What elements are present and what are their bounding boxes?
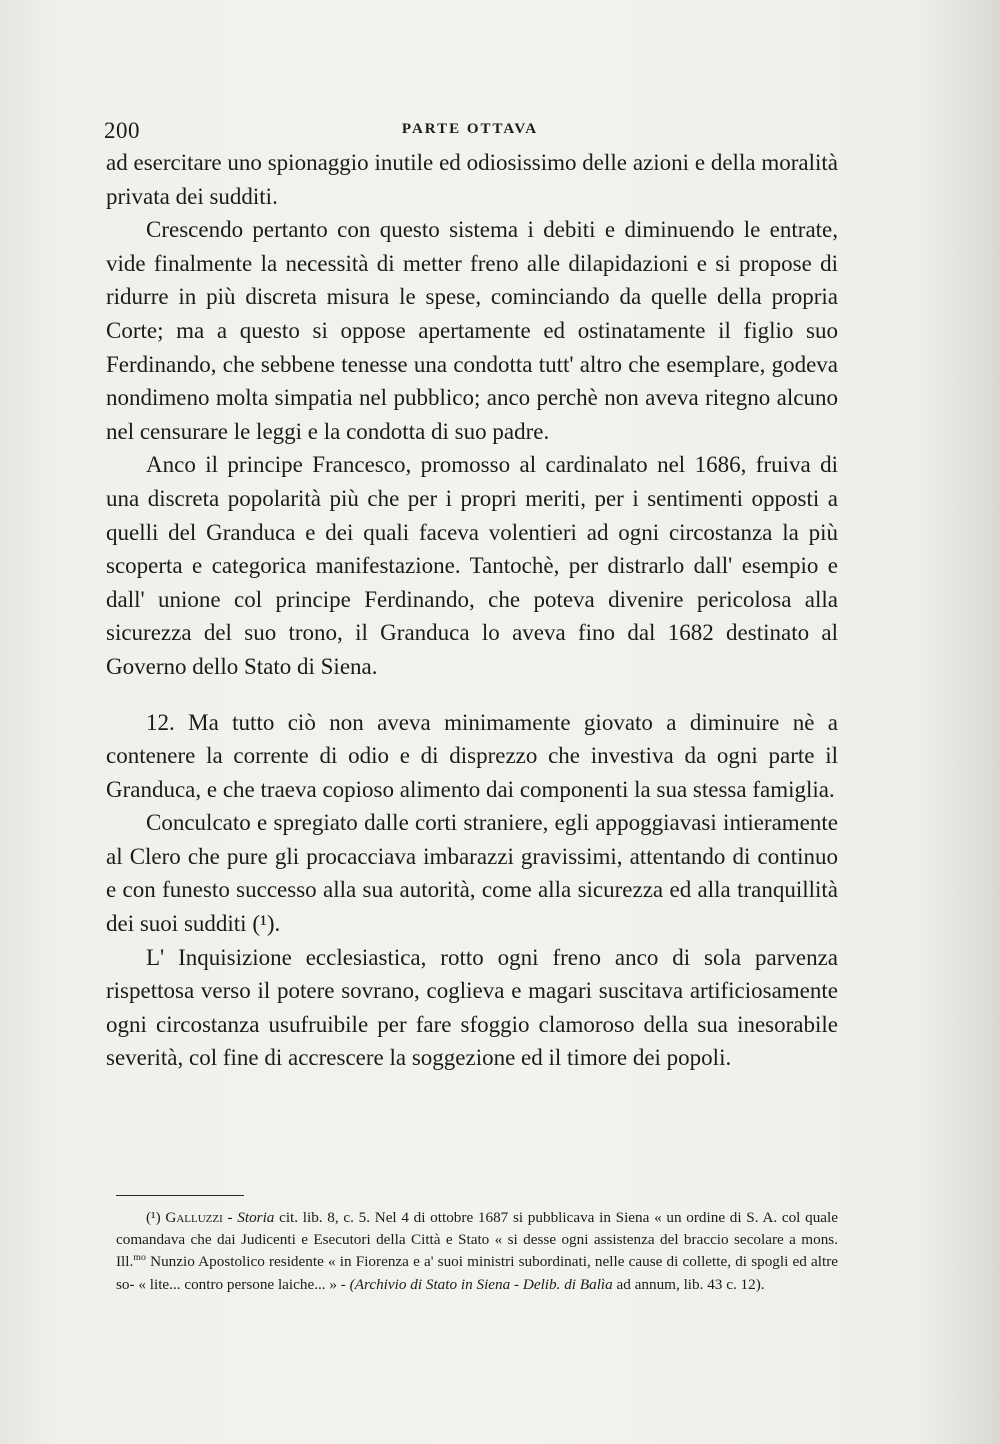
paragraph-2: Crescendo pertanto con questo sistema i debiti e diminuendo le entrate, vide finalmente la necessità di metter freno alle dilapidazioni e si propose di ridurre in più discreta misura le spese, cominciando da quelle della propria Corte; ma a questo si oppose apertamente ed ostinatamente il figlio suo Ferdinando, che sebbene tenesse una condotta tutt' altro che esemplare, godeva nondimeno molta simpatia nel pubblico; anco perchè non aveva ritegno alcuno nel censurare le leggi e la condotta di suo padre.: [106, 217, 838, 444]
footnote-superscript: mo: [133, 1252, 146, 1264]
paragraph-3: Anco il principe Francesco, promosso al cardinalato nel 1686, fruiva di una discreta popolarità più che per i propri meriti, per i sentimenti opposti a quelli del Granduca e dei quali faceva volentieri ad ogni circostanza la più scoperta e categorica manifestazione. Tantochè, per distrarlo dall' esempio e dall' unione col principe Ferdinando, che poteva divenire pericolosa alla sicurezza del suo trono, il Granduca lo aveva fino dal 1682 destinato al Governo dello Stato di Siena.: [106, 452, 838, 679]
footnote-separator: [116, 1195, 244, 1196]
footnote-text-2: Nunzio Apostolico residente « in Fiorenza e a' suoi ministri subordinati, nelle cause di collette, di spogli ed altre so- « lite... contro persone laiche... » -: [116, 1253, 838, 1293]
footnote-marker: (¹): [146, 1209, 161, 1226]
footnote-work: Storia: [237, 1209, 275, 1226]
footnote-reference: (¹).: [252, 911, 281, 937]
footnote-dash: -: [222, 1209, 238, 1226]
running-head: [104, 118, 836, 148]
body-text: [106, 146, 838, 1075]
footnote: [116, 1207, 838, 1296]
paragraph-5-text: Conculcato e spregiato dalle corti straniere, egli appoggiavasi intieramente al Clero che pure gli procacciava imbarazzi gravissimi, attentando di continuo e con funesto successo alla sua autorità, come alla sicurezza ed alla tranquillità dei suoi sudditi: [106, 810, 838, 937]
footnote-source: (Archivio di Stato in Siena - Delib. di Balìa: [349, 1275, 613, 1293]
footnote-text-1: cit. lib. 8, c. 5. Nel 4 di ottobre 1687 si pubblicava in Siena « un ordine di S. A. col quale comandava che dai Judicenti e Esecutori della Città e Stato « si desse ogni assistenza del braccio secolare a mons. Ill.: [116, 1209, 838, 1271]
section-title: PARTE OTTAVA: [401, 121, 539, 137]
footnote-text-3: ad annum, lib. 43 c. 12).: [612, 1275, 765, 1293]
footnote-author: Galluzzi: [165, 1209, 223, 1226]
page-number: 200: [104, 118, 140, 143]
paragraph-1: ad esercitare uno spionaggio inutile ed odiosissimo delle azioni e della moralità privata dei sudditi.: [106, 150, 838, 209]
paragraph-5: [106, 806, 838, 940]
paragraph-6: L' Inquisizione ecclesiastica, rotto ogni freno anco di sola parvenza rispettosa verso il potere sovrano, coglieva e magari suscitava artificiosamente ogni circostanza usufruibile per fare sfoggio clamoroso della sua inesorabile severità, col fine di accrescere la soggezione ed il timore dei popoli.: [106, 944, 838, 1071]
paragraph-4: 12. Ma tutto ciò non aveva minimamente giovato a diminuire nè a contenere la corrente di odio e di disprezzo che investiva da ogni parte il Granduca, e che traeva copioso alimento dai componenti la sua stessa famiglia.: [106, 709, 838, 802]
